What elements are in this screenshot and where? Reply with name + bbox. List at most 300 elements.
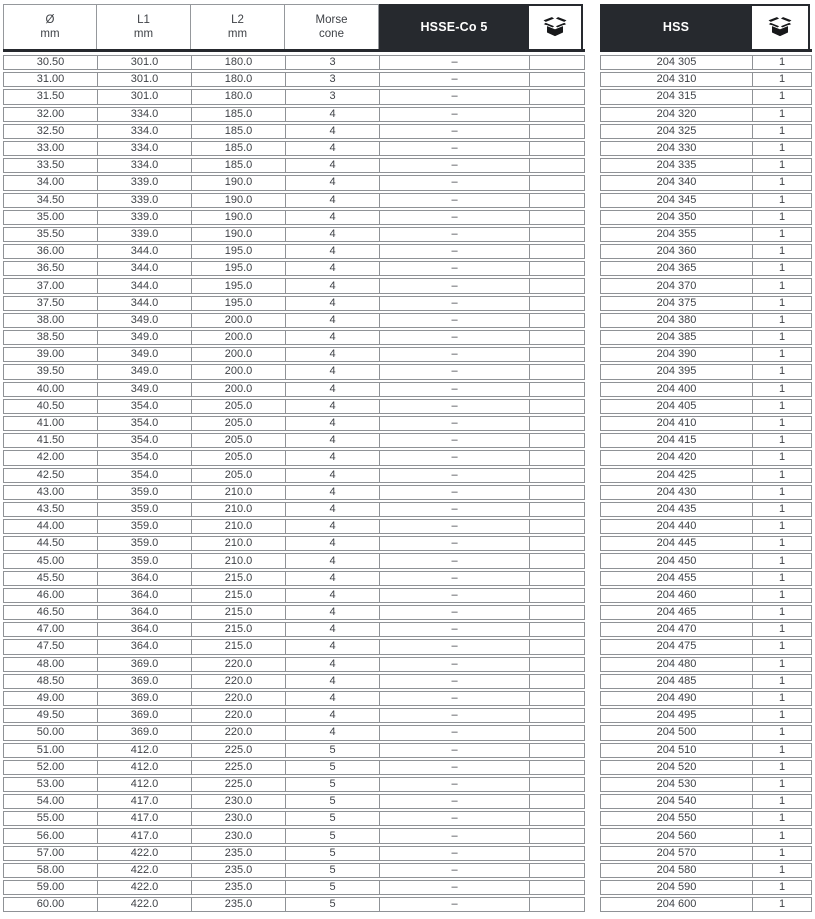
- table-row: [3, 193, 585, 208]
- cell-diameter: 60.00: [4, 898, 98, 911]
- cell-hsse-pack: [530, 692, 584, 705]
- cell-l1: 369.0: [98, 692, 192, 705]
- cell-diameter: 41.50: [4, 434, 98, 447]
- table-row: [3, 691, 585, 706]
- cell-hss-pack-qty: 1: [778, 107, 786, 120]
- cell-l1: 359.0: [98, 554, 192, 567]
- column-header-l1: [97, 4, 191, 49]
- cell-hsse-pack: [530, 142, 584, 155]
- cell-hsse-co5: –: [380, 847, 530, 860]
- cell-hss-code: 204 570: [601, 847, 753, 860]
- cell-hsse-pack: [530, 829, 584, 842]
- cell-diameter: 46.50: [4, 606, 98, 619]
- cell-hss-pack-qty: 1: [778, 417, 786, 430]
- cell-hsse-pack: [530, 279, 584, 292]
- cell-diameter: 37.50: [4, 297, 98, 310]
- cell-morse-cone: 4: [286, 486, 380, 499]
- cell-morse-cone: 5: [286, 898, 380, 911]
- cell-diameter: 31.50: [4, 90, 98, 103]
- cell-l1: 369.0: [98, 658, 192, 671]
- cell-hss-code: 204 590: [601, 881, 753, 894]
- cell-diameter: 56.00: [4, 829, 98, 842]
- cell-morse-cone: 4: [286, 194, 380, 207]
- table-row: [600, 364, 812, 379]
- cell-diameter: 49.50: [4, 709, 98, 722]
- cell-hsse-co5: –: [380, 417, 530, 430]
- cell-l1: 354.0: [98, 451, 192, 464]
- column-header-morse-cone: [285, 4, 379, 49]
- cell-diameter: 42.50: [4, 469, 98, 482]
- cell-hsse-pack: [530, 108, 584, 121]
- cell-l1: 422.0: [98, 847, 192, 860]
- cell-hsse-pack: [530, 606, 584, 619]
- cell-hss-pack-qty: 1: [778, 210, 786, 223]
- cell-diameter: 47.00: [4, 623, 98, 636]
- cell-hss-pack-qty: 1: [778, 193, 786, 206]
- table-row: [3, 846, 585, 861]
- cell-morse-cone: 4: [286, 331, 380, 344]
- cell-diameter: 55.00: [4, 812, 98, 825]
- table-row: [3, 175, 585, 190]
- table-row: [600, 450, 812, 465]
- hss-table: [600, 4, 812, 912]
- table-row: [600, 846, 812, 861]
- cell-hss-code: 204 465: [601, 606, 753, 619]
- cell-hss-code: 204 380: [601, 314, 753, 327]
- cell-diameter: 58.00: [4, 864, 98, 877]
- cell-l2: 225.0: [192, 761, 286, 774]
- table-row: [600, 330, 812, 345]
- table-row: [600, 158, 812, 173]
- table-row: [3, 244, 585, 259]
- cell-morse-cone: 4: [286, 245, 380, 258]
- table-row: [600, 107, 812, 122]
- cell-l2: 185.0: [192, 142, 286, 155]
- cell-hsse-co5: –: [380, 623, 530, 636]
- column-header-hss: [600, 4, 752, 49]
- cell-l1: 369.0: [98, 675, 192, 688]
- cell-hsse-pack: [530, 245, 584, 258]
- cell-hss-pack-qty: 1: [778, 812, 786, 825]
- cell-hss-pack-qty: 1: [778, 245, 786, 258]
- cell-hsse-co5: –: [380, 812, 530, 825]
- cell-hsse-pack: [530, 434, 584, 447]
- cell-l1: 339.0: [98, 194, 192, 207]
- cell-l2: 185.0: [192, 159, 286, 172]
- cell-hss-pack-qty: 1: [778, 692, 786, 705]
- cell-hsse-co5: –: [380, 228, 530, 241]
- cell-hsse-pack: [530, 864, 584, 877]
- cell-hsse-pack: [530, 675, 584, 688]
- cell-l2: 220.0: [192, 726, 286, 739]
- cell-l2: 205.0: [192, 400, 286, 413]
- cell-hss-pack-qty: 1: [778, 73, 786, 86]
- cell-diameter: 36.50: [4, 262, 98, 275]
- cell-morse-cone: 4: [286, 262, 380, 275]
- table-row: [3, 227, 585, 242]
- cell-l2: 185.0: [192, 108, 286, 121]
- table-row: [600, 777, 812, 792]
- table-row: [3, 811, 585, 826]
- cell-diameter: 35.50: [4, 228, 98, 241]
- cell-hsse-co5: –: [380, 881, 530, 894]
- cell-diameter: 38.00: [4, 314, 98, 327]
- cell-hsse-pack: [530, 400, 584, 413]
- cell-l1: 344.0: [98, 279, 192, 292]
- table-row: [3, 588, 585, 603]
- cell-hss-code: 204 455: [601, 572, 753, 585]
- header-line: Ø: [45, 14, 55, 26]
- cell-diameter: 51.00: [4, 744, 98, 757]
- table-row: [3, 880, 585, 895]
- cell-diameter: 34.00: [4, 176, 98, 189]
- table-row: [3, 364, 585, 379]
- cell-hsse-pack: [530, 812, 584, 825]
- cell-l2: 200.0: [192, 365, 286, 378]
- cell-morse-cone: 5: [286, 761, 380, 774]
- cell-hss-code: 204 375: [601, 297, 753, 310]
- cell-hss-code: 204 500: [601, 726, 753, 739]
- table-row: [600, 89, 812, 104]
- cell-l1: 422.0: [98, 864, 192, 877]
- table-row: [3, 382, 585, 397]
- table-row: [3, 347, 585, 362]
- cell-diameter: 31.00: [4, 73, 98, 86]
- cell-hss-code: 204 440: [601, 520, 753, 533]
- table-row: [600, 708, 812, 723]
- cell-hss-pack-qty: 1: [778, 365, 786, 378]
- column-header-diameter: [3, 4, 97, 49]
- cell-hsse-co5: –: [380, 56, 530, 69]
- cell-hsse-co5: –: [380, 400, 530, 413]
- table-row: [3, 261, 585, 276]
- cell-l1: 334.0: [98, 159, 192, 172]
- table-row: [3, 330, 585, 345]
- cell-l2: 190.0: [192, 176, 286, 189]
- table-row: [600, 553, 812, 568]
- cell-diameter: 44.50: [4, 537, 98, 550]
- table-row: [3, 536, 585, 551]
- table-row: [600, 691, 812, 706]
- cell-morse-cone: 4: [286, 211, 380, 224]
- table-row: [3, 622, 585, 637]
- cell-l2: 180.0: [192, 56, 286, 69]
- cell-l1: 364.0: [98, 640, 192, 653]
- cell-hss-pack-qty: 1: [778, 657, 786, 670]
- cell-hss-pack-qty: 1: [778, 554, 786, 567]
- cell-hss-code: 204 485: [601, 675, 753, 688]
- cell-hss-pack-qty: 1: [778, 485, 786, 498]
- table-row: [600, 227, 812, 242]
- cell-hsse-pack: [530, 451, 584, 464]
- table-row: [600, 897, 812, 912]
- table-row: [600, 468, 812, 483]
- cell-l2: 235.0: [192, 864, 286, 877]
- cell-hsse-co5: –: [380, 125, 530, 138]
- column-header-pack: [752, 4, 810, 49]
- cell-hss-pack-qty: 1: [778, 331, 786, 344]
- cell-hsse-pack: [530, 125, 584, 138]
- cell-hsse-co5: –: [380, 554, 530, 567]
- cell-hss-code: 204 480: [601, 658, 753, 671]
- cell-l1: 369.0: [98, 726, 192, 739]
- table-row: [600, 622, 812, 637]
- table-row: [3, 502, 585, 517]
- cell-hsse-co5: –: [380, 279, 530, 292]
- cell-hsse-pack: [530, 520, 584, 533]
- cell-hsse-co5: –: [380, 176, 530, 189]
- header-line: L2: [231, 14, 244, 26]
- cell-hss-pack-qty: 1: [778, 451, 786, 464]
- cell-l2: 195.0: [192, 297, 286, 310]
- cell-l1: 354.0: [98, 469, 192, 482]
- cell-hss-pack-qty: 1: [778, 777, 786, 790]
- table-row: [600, 588, 812, 603]
- cell-hsse-pack: [530, 56, 584, 69]
- cell-l2: 190.0: [192, 228, 286, 241]
- table-row: [600, 313, 812, 328]
- cell-diameter: 43.00: [4, 486, 98, 499]
- table-row: [3, 863, 585, 878]
- box-icon: [765, 15, 795, 40]
- cell-morse-cone: 4: [286, 469, 380, 482]
- cell-diameter: 30.50: [4, 56, 98, 69]
- cell-diameter: 41.00: [4, 417, 98, 430]
- column-header-l2: [191, 4, 285, 49]
- cell-diameter: 39.00: [4, 348, 98, 361]
- cell-hss-code: 204 475: [601, 640, 753, 653]
- cell-l1: 417.0: [98, 795, 192, 808]
- cell-hss-code: 204 490: [601, 692, 753, 705]
- cell-l2: 195.0: [192, 245, 286, 258]
- cell-l2: 220.0: [192, 692, 286, 705]
- table-row: [3, 278, 585, 293]
- cell-hss-pack-qty: 1: [778, 313, 786, 326]
- cell-morse-cone: 4: [286, 640, 380, 653]
- table-row: [600, 519, 812, 534]
- cell-l1: 334.0: [98, 125, 192, 138]
- cell-hsse-co5: –: [380, 348, 530, 361]
- table-row: [3, 708, 585, 723]
- table-row: [600, 124, 812, 139]
- cell-diameter: 33.00: [4, 142, 98, 155]
- cell-hss-code: 204 435: [601, 503, 753, 516]
- table-row: [600, 828, 812, 843]
- cell-l1: 354.0: [98, 434, 192, 447]
- cell-diameter: 38.50: [4, 331, 98, 344]
- cell-l2: 190.0: [192, 211, 286, 224]
- cell-l2: 230.0: [192, 829, 286, 842]
- table-row: [3, 485, 585, 500]
- cell-hsse-co5: –: [380, 726, 530, 739]
- cell-morse-cone: 4: [286, 383, 380, 396]
- cell-l1: 359.0: [98, 503, 192, 516]
- table-row: [600, 743, 812, 758]
- cell-hsse-pack: [530, 90, 584, 103]
- table-row: [3, 416, 585, 431]
- cell-l2: 235.0: [192, 847, 286, 860]
- cell-hsse-pack: [530, 709, 584, 722]
- cell-hss-pack-qty: 1: [778, 227, 786, 240]
- table-row: [600, 571, 812, 586]
- cell-hsse-pack: [530, 503, 584, 516]
- cell-hsse-co5: –: [380, 537, 530, 550]
- cell-morse-cone: 4: [286, 589, 380, 602]
- table-row: [600, 639, 812, 654]
- table-row: [600, 193, 812, 208]
- table-row: [3, 571, 585, 586]
- cell-hsse-pack: [530, 486, 584, 499]
- cell-hss-code: 204 385: [601, 331, 753, 344]
- cell-hsse-pack: [530, 881, 584, 894]
- cell-hss-pack-qty: 1: [778, 348, 786, 361]
- table-row: [600, 725, 812, 740]
- table-row: [3, 828, 585, 843]
- cell-hsse-pack: [530, 365, 584, 378]
- cell-l2: 210.0: [192, 486, 286, 499]
- cell-hsse-co5: –: [380, 142, 530, 155]
- cell-morse-cone: 4: [286, 348, 380, 361]
- table-row: [3, 794, 585, 809]
- cell-hss-pack-qty: 1: [778, 846, 786, 859]
- table-row: [3, 296, 585, 311]
- table-body: [3, 55, 585, 912]
- cell-hss-pack-qty: 1: [778, 537, 786, 550]
- table-row: [3, 141, 585, 156]
- cell-hsse-pack: [530, 744, 584, 757]
- cell-l1: 369.0: [98, 709, 192, 722]
- table-row: [600, 416, 812, 431]
- cell-l2: 220.0: [192, 658, 286, 671]
- cell-hsse-pack: [530, 348, 584, 361]
- table-row: [600, 605, 812, 620]
- cell-l2: 220.0: [192, 709, 286, 722]
- cell-l2: 215.0: [192, 572, 286, 585]
- cell-hss-code: 204 530: [601, 778, 753, 791]
- cell-hss-code: 204 580: [601, 864, 753, 877]
- cell-hss-pack-qty: 1: [778, 262, 786, 275]
- table-row: [600, 674, 812, 689]
- cell-hsse-pack: [530, 417, 584, 430]
- cell-l2: 235.0: [192, 898, 286, 911]
- cell-hss-code: 204 460: [601, 589, 753, 602]
- table-row: [600, 175, 812, 190]
- table-row: [3, 72, 585, 87]
- cell-hsse-pack: [530, 211, 584, 224]
- cell-l1: 417.0: [98, 812, 192, 825]
- cell-hss-pack-qty: 1: [778, 124, 786, 137]
- cell-morse-cone: 4: [286, 159, 380, 172]
- cell-l2: 210.0: [192, 520, 286, 533]
- cell-morse-cone: 4: [286, 554, 380, 567]
- cell-hss-pack-qty: 1: [778, 434, 786, 447]
- cell-morse-cone: 4: [286, 297, 380, 310]
- cell-morse-cone: 4: [286, 314, 380, 327]
- cell-hsse-co5: –: [380, 159, 530, 172]
- table-row: [3, 760, 585, 775]
- table-row: [3, 124, 585, 139]
- cell-hsse-co5: –: [380, 365, 530, 378]
- table-row: [600, 296, 812, 311]
- cell-hss-code: 204 400: [601, 383, 753, 396]
- table-row: [600, 382, 812, 397]
- cell-morse-cone: 4: [286, 108, 380, 121]
- cell-hss-pack-qty: 1: [778, 606, 786, 619]
- cell-l1: 349.0: [98, 365, 192, 378]
- cell-diameter: 45.50: [4, 572, 98, 585]
- cell-diameter: 52.00: [4, 761, 98, 774]
- cell-l2: 180.0: [192, 90, 286, 103]
- cell-hsse-co5: –: [380, 503, 530, 516]
- table-row: [600, 880, 812, 895]
- table-row: [600, 433, 812, 448]
- table-row: [600, 502, 812, 517]
- cell-l2: 200.0: [192, 314, 286, 327]
- cell-l1: 359.0: [98, 520, 192, 533]
- cell-hss-pack-qty: 1: [778, 571, 786, 584]
- cell-l1: 364.0: [98, 623, 192, 636]
- cell-hss-code: 204 420: [601, 451, 753, 464]
- cell-morse-cone: 3: [286, 56, 380, 69]
- table-row: [3, 468, 585, 483]
- cell-hss-code: 204 405: [601, 400, 753, 413]
- header-line: mm: [227, 28, 248, 40]
- cell-diameter: 40.50: [4, 400, 98, 413]
- cell-hsse-pack: [530, 228, 584, 241]
- cell-hsse-pack: [530, 297, 584, 310]
- cell-morse-cone: 5: [286, 847, 380, 860]
- cell-hss-code: 204 415: [601, 434, 753, 447]
- cell-l2: 210.0: [192, 537, 286, 550]
- cell-hss-pack-qty: 1: [778, 382, 786, 395]
- cell-hsse-pack: [530, 159, 584, 172]
- table-row: [3, 777, 585, 792]
- cell-hss-code: 204 355: [601, 228, 753, 241]
- table-row: [3, 158, 585, 173]
- cell-hss-code: 204 330: [601, 142, 753, 155]
- cell-diameter: 46.00: [4, 589, 98, 602]
- table-row: [3, 657, 585, 672]
- header-label: HSS: [662, 19, 690, 34]
- cell-morse-cone: 4: [286, 365, 380, 378]
- cell-hsse-co5: –: [380, 692, 530, 705]
- cell-hsse-co5: –: [380, 864, 530, 877]
- column-header-pack: [529, 4, 583, 49]
- cell-morse-cone: 4: [286, 520, 380, 533]
- cell-hsse-pack: [530, 383, 584, 396]
- cell-diameter: 53.00: [4, 778, 98, 791]
- cell-hss-pack-qty: 1: [778, 829, 786, 842]
- cell-hsse-co5: –: [380, 744, 530, 757]
- cell-hss-pack-qty: 1: [778, 502, 786, 515]
- cell-hss-code: 204 395: [601, 365, 753, 378]
- cell-morse-cone: 4: [286, 451, 380, 464]
- cell-hsse-pack: [530, 314, 584, 327]
- cell-l2: 220.0: [192, 675, 286, 688]
- cell-hsse-pack: [530, 778, 584, 791]
- cell-hsse-co5: –: [380, 520, 530, 533]
- cell-hsse-co5: –: [380, 90, 530, 103]
- cell-hsse-pack: [530, 898, 584, 911]
- cell-hsse-co5: –: [380, 658, 530, 671]
- cell-l2: 200.0: [192, 383, 286, 396]
- cell-l1: 412.0: [98, 778, 192, 791]
- cell-morse-cone: 4: [286, 176, 380, 189]
- cell-hss-pack-qty: 1: [778, 159, 786, 172]
- cell-l2: 235.0: [192, 881, 286, 894]
- cell-hsse-co5: –: [380, 898, 530, 911]
- cell-hss-pack-qty: 1: [778, 468, 786, 481]
